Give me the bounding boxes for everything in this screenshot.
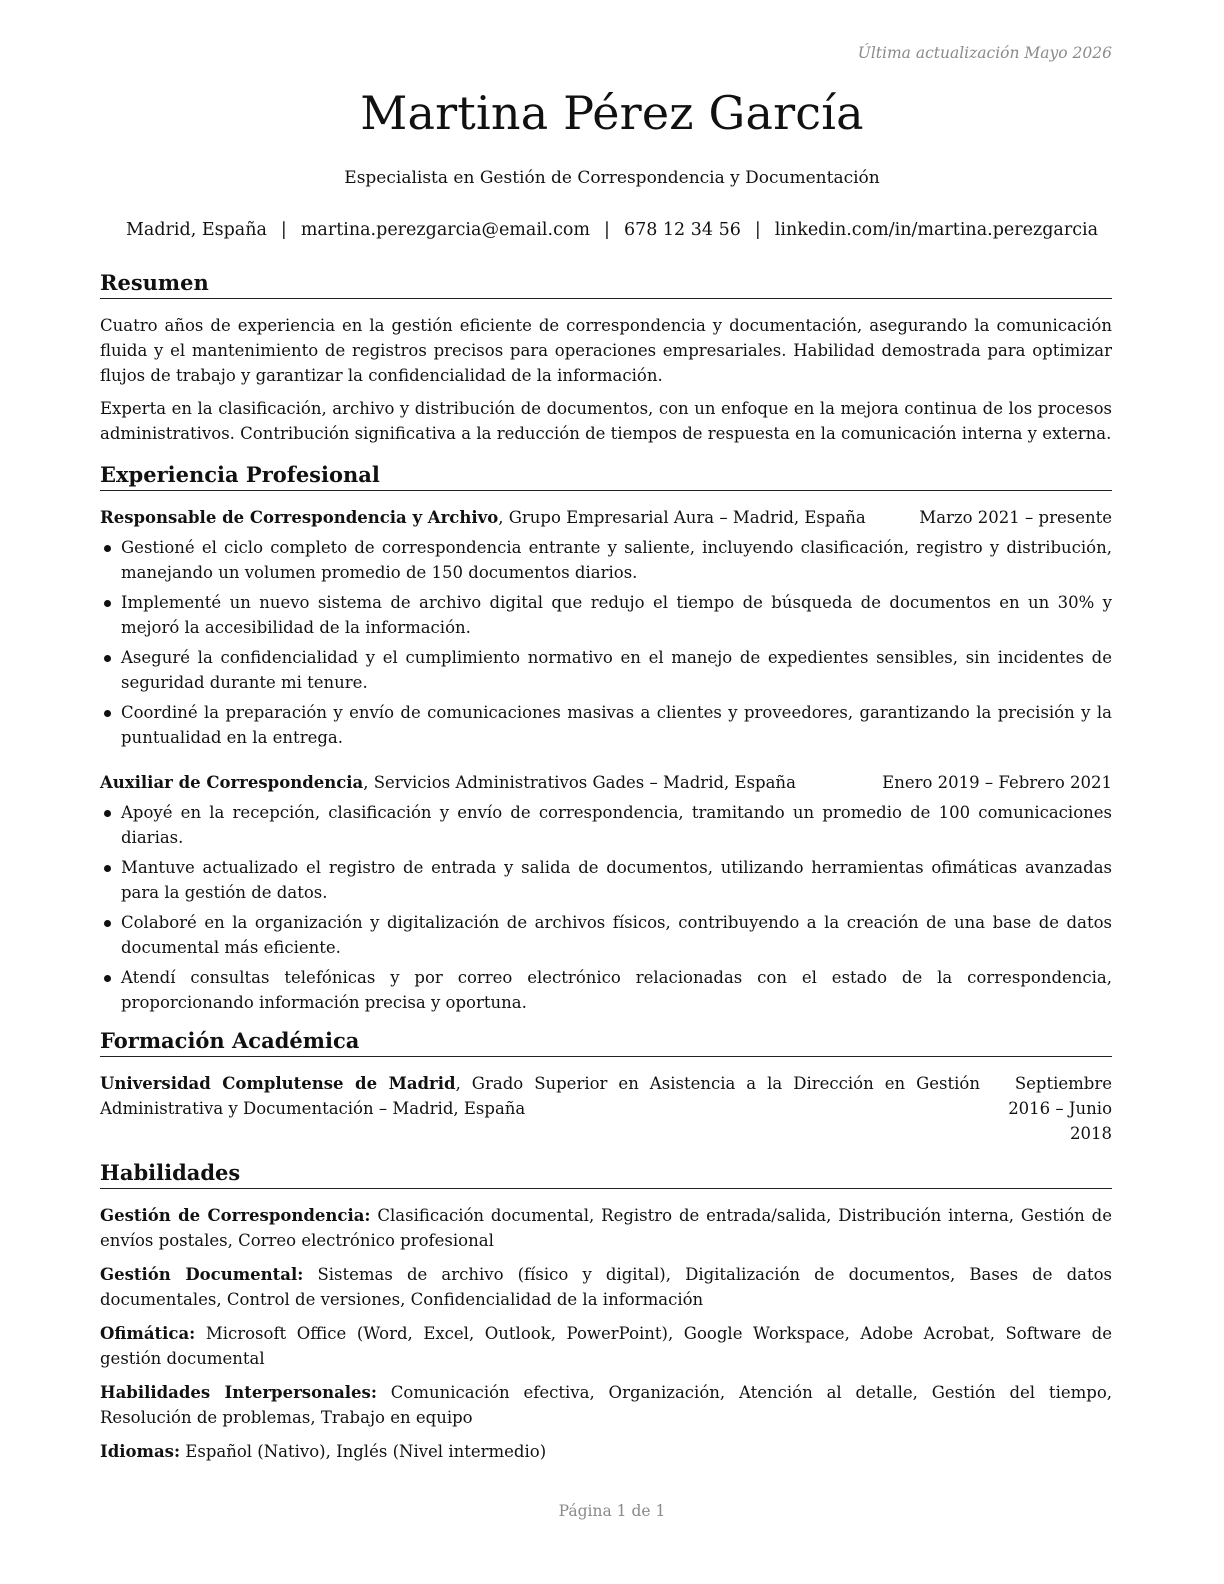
education-school: Universidad Complutense de Madrid [100, 1074, 456, 1093]
contact-linkedin[interactable]: linkedin.com/in/martina.perezgarcia [774, 220, 1099, 240]
skill-text: Sistemas de archivo (físico y digital), Digitalización de documentos, Bases de datos documentales, Control de versiones, Confidencialidad de la información [100, 1265, 1112, 1309]
contact-location: Madrid, España [125, 220, 267, 240]
skill-line [100, 1262, 1112, 1312]
education-degree: , Grado Superior en Asistencia a la Dirección en Gestión Administrativa y Documentación – Madrid, España [100, 1074, 980, 1118]
job-bullet: Gestioné el ciclo completo de correspondencia entrante y saliente, incluyendo clasificación, registro y distribución, manejando un volumen promedio de 150 documentos diarios. [100, 535, 1112, 585]
summary-section [100, 270, 1112, 446]
skill-line [100, 1439, 1112, 1464]
skill-label: Ofimática: [100, 1324, 196, 1343]
summary-paragraph: Experta en la clasificación, archivo y distribución de documentos, con un enfoque en la mejora continua de los procesos administrativos. Contribución significativa a la reducción de tiempos de respuesta en la comunicación interna y externa. [100, 399, 1112, 443]
job-bullet: Apoyé en la recepción, clasificación y envío de correspondencia, tramitando un promedio de 100 comunicaciones diarias. [100, 800, 1112, 850]
contact-separator: | [754, 220, 761, 240]
job-role: Auxiliar de Correspondencia [100, 773, 364, 792]
skill-label: Gestión de Correspondencia: [100, 1206, 371, 1225]
contact-email[interactable]: martina.perezgarcia@email.com [300, 220, 591, 240]
education-dates: Septiembre 2016 – Junio 2018 [1008, 1074, 1112, 1143]
job-bullet: Coordiné la preparación y envío de comunicaciones masivas a clientes y proveedores, garantizando la precisión y la puntualidad en la entrega. [100, 700, 1112, 750]
skill-line [100, 1380, 1112, 1430]
skill-text: Comunicación efectiva, Organización, Atención al detalle, Gestión del tiempo, Resolución de problemas, Trabajo en equipo [100, 1383, 1112, 1427]
job-bullets [100, 535, 1112, 750]
contact-line [0, 220, 1224, 240]
skill-label: Idiomas: [100, 1442, 181, 1461]
education-entry [100, 1071, 1112, 1146]
last-updated: Última actualización Mayo 2026 [857, 44, 1112, 62]
skills-title: Habilidades [100, 1160, 1112, 1189]
summary-paragraph: Cuatro años de experiencia en la gestión eficiente de correspondencia y documentación, asegurando la comunicación fluida y el mantenimiento de registros precisos para operaciones empresariales. Habilidad demostrada para optimizar flujos de trabajo y garantizar la confidencialidad de la información. [100, 316, 1112, 385]
skill-line [100, 1203, 1112, 1253]
experience-section [100, 462, 1112, 1015]
summary-title: Resumen [100, 270, 1112, 299]
job-header [100, 770, 1112, 795]
candidate-headline: Especialista en Gestión de Correspondencia y Documentación [344, 168, 880, 188]
skills-section [100, 1160, 1112, 1464]
contact-separator: | [604, 220, 610, 240]
skill-label: Habilidades Interpersonales: [100, 1383, 377, 1402]
job-entry [100, 770, 1112, 1015]
job-bullet: Mantuve actualizado el registro de entrada y salida de documentos, utilizando herramientas ofimáticas avanzadas para la gestión de datos. [100, 855, 1112, 905]
job-bullet: Aseguré la confidencialidad y el cumplimiento normativo en el manejo de expedientes sensibles, sin incidentes de seguridad durante mi tenure. [100, 645, 1112, 695]
job-organization: , Grupo Empresarial Aura – Madrid, España [498, 508, 866, 527]
job-bullet: Implementé un nuevo sistema de archivo digital que redujo el tiempo de búsqueda de documentos en un 30% y mejoró la accesibilidad de la información. [100, 590, 1112, 640]
job-dates: Marzo 2021 – presente [919, 508, 1112, 527]
job-header [100, 505, 1112, 530]
skill-text: Clasificación documental, Registro de entrada/salida, Distribución interna, Gestión de envíos postales, Correo electrónico profesional [100, 1206, 1112, 1250]
job-entry [100, 505, 1112, 750]
job-role: Responsable de Correspondencia y Archivo [100, 508, 499, 527]
job-bullets [100, 800, 1112, 1015]
job-organization: , Servicios Administrativos Gades – Madrid, España [363, 773, 796, 792]
contact-phone: 678 12 34 56 [623, 220, 741, 240]
experience-title: Experiencia Profesional [100, 462, 1112, 491]
skill-line [100, 1321, 1112, 1371]
skill-text: Español (Nativo), Inglés (Nivel intermedio) [180, 1442, 547, 1461]
resume-body [100, 270, 1112, 1473]
job-bullet: Colaboré en la organización y digitalización de archivos físicos, contribuyendo a la creación de una base de datos documental más eficiente. [100, 910, 1112, 960]
education-title: Formación Académica [100, 1028, 1112, 1057]
job-dates: Enero 2019 – Febrero 2021 [882, 773, 1112, 792]
job-bullet: Atendí consultas telefónicas y por correo electrónico relacionadas con el estado de la correspondencia, proporcionando información precisa y oportuna. [100, 965, 1112, 1015]
skill-text: Microsoft Office (Word, Excel, Outlook, PowerPoint), Google Workspace, Adobe Acrobat, Software de gestión documental [100, 1324, 1112, 1368]
skill-label: Gestión Documental: [100, 1265, 304, 1284]
page-number: Página 1 de 1 [558, 1502, 666, 1520]
education-section [100, 1028, 1112, 1146]
contact-separator: | [280, 220, 287, 240]
candidate-name: Martina Pérez García [360, 86, 864, 140]
